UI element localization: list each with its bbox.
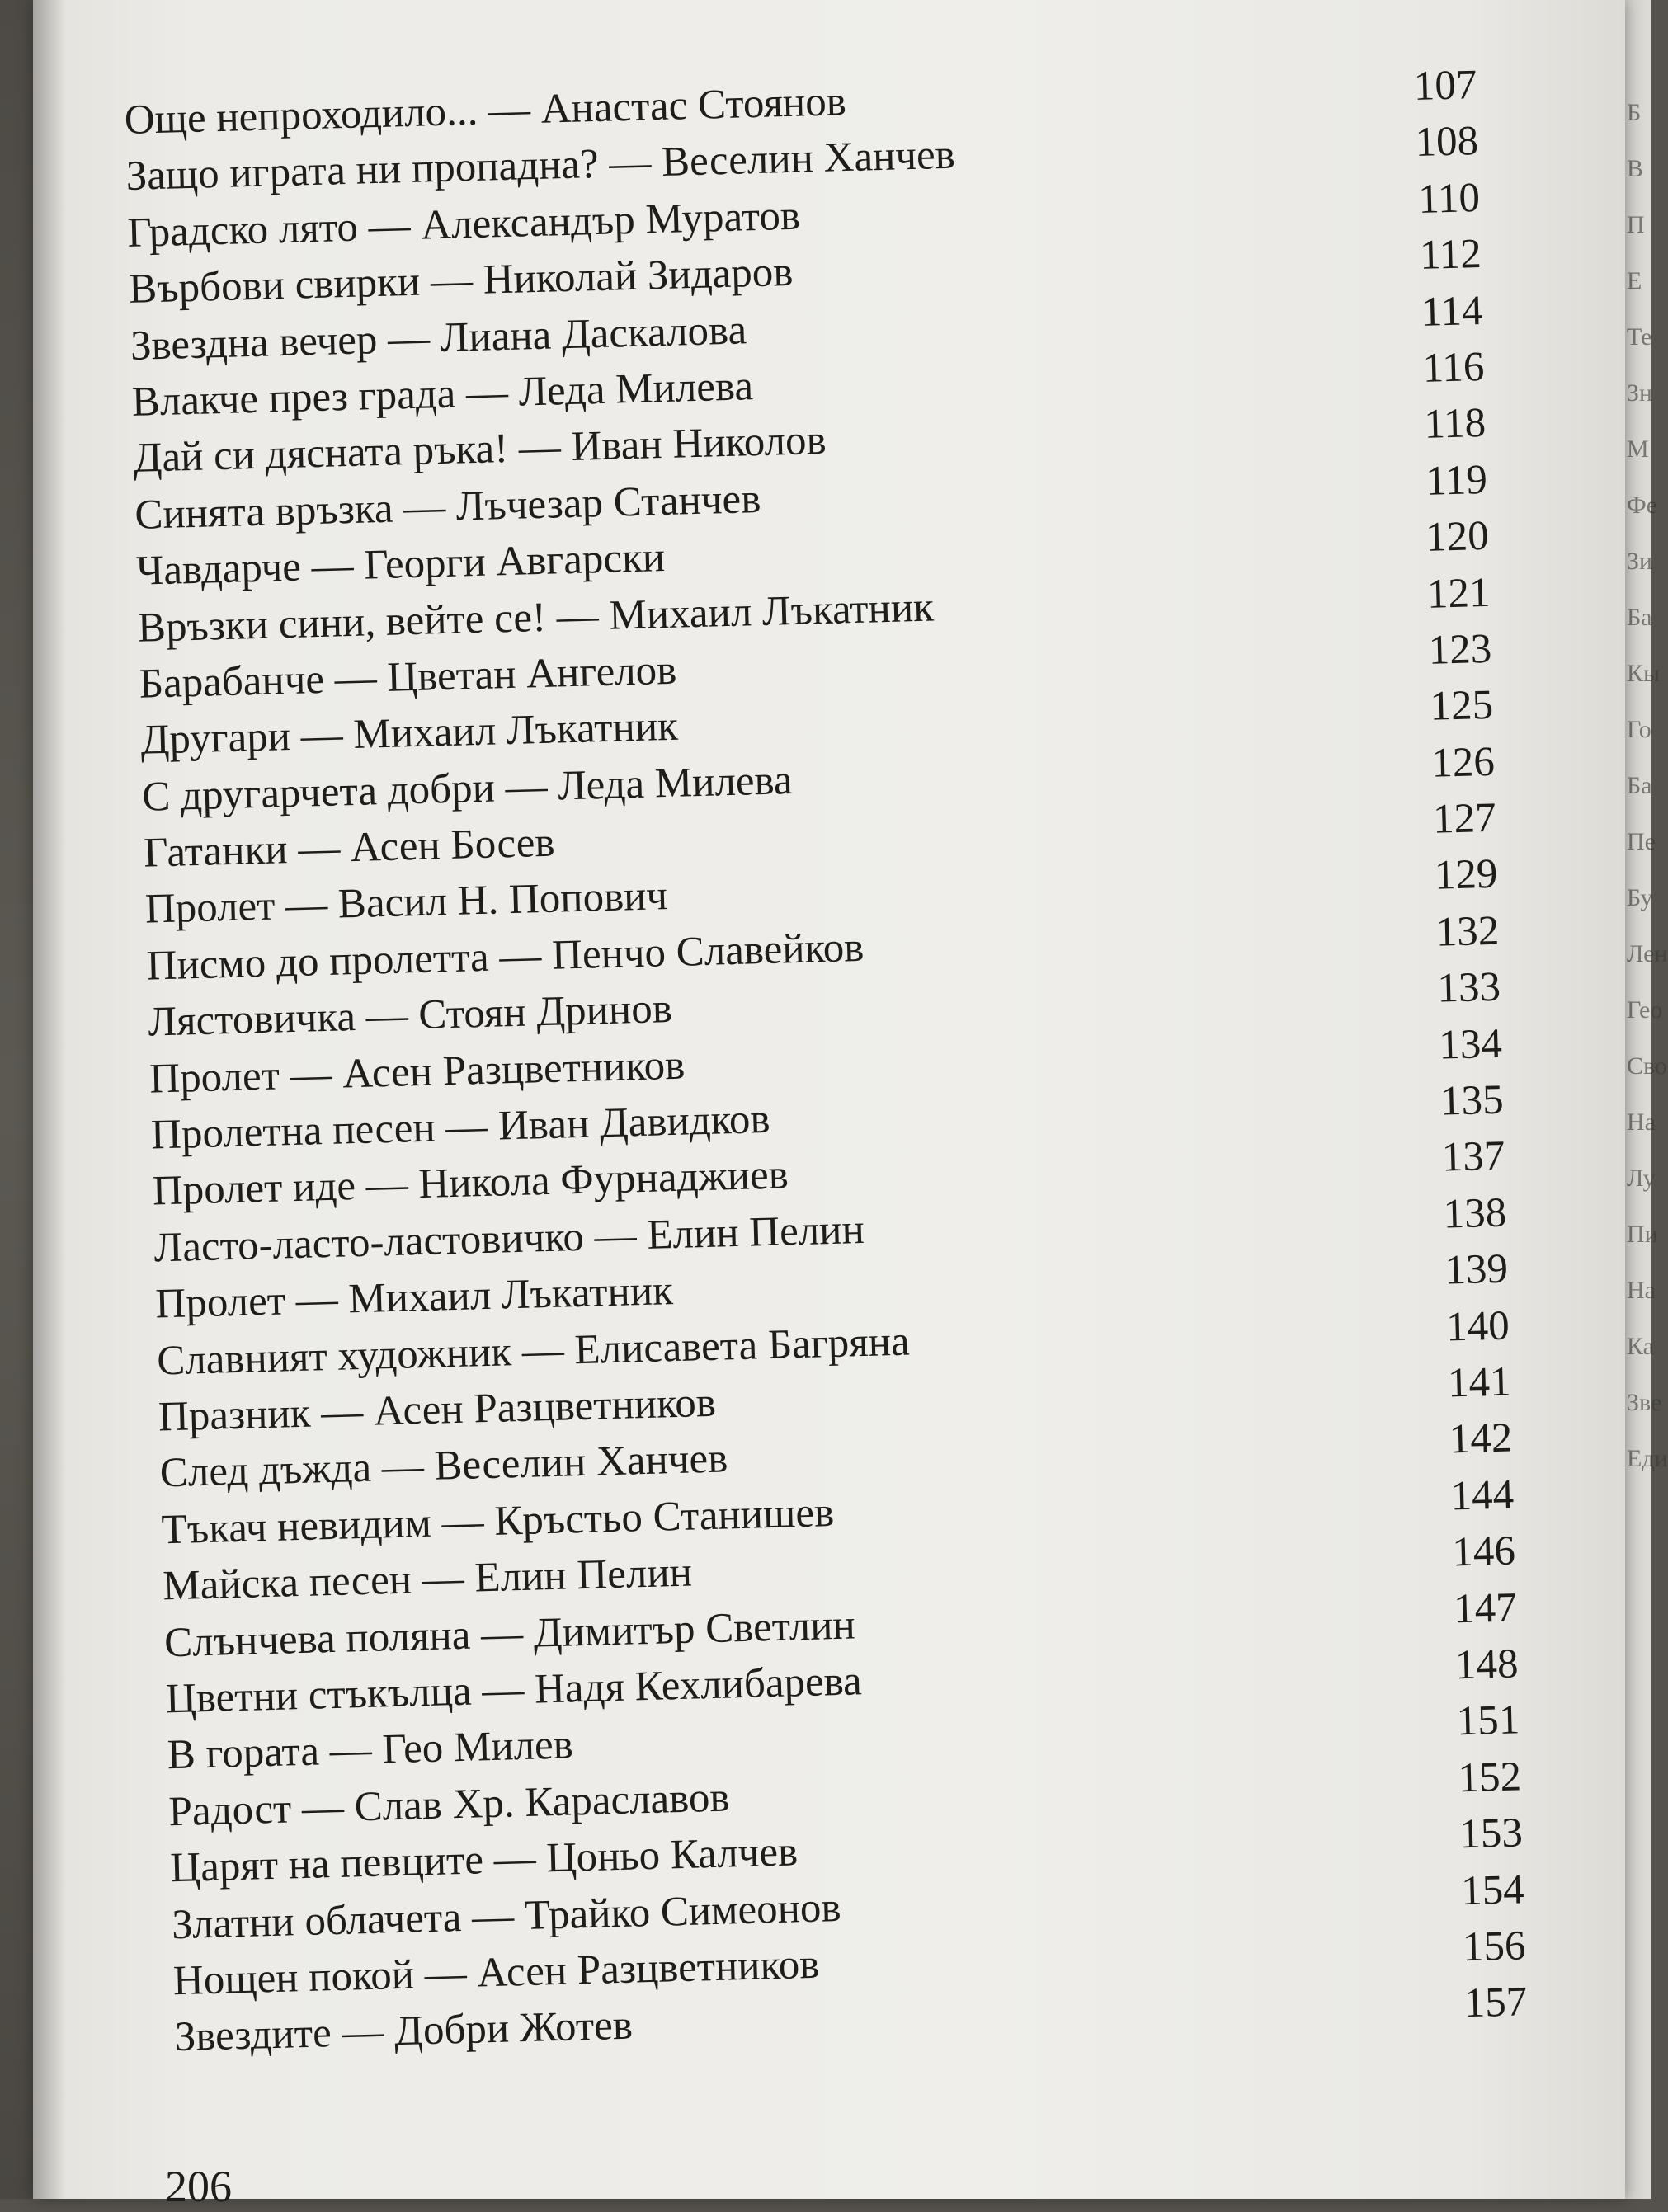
toc-entry-page: 114 xyxy=(1421,287,1484,336)
toc-entry-page: 137 xyxy=(1441,1133,1506,1182)
toc-entry-title: Връзки сини, вейте се! — Михаил Лъкатник xyxy=(137,584,935,652)
facing-page-fragment: Ба xyxy=(1627,772,1652,799)
facing-page-fragment: Еди xyxy=(1627,1445,1668,1472)
toc-entry-title: Пролет — Васил Н. Попович xyxy=(144,873,668,934)
toc-entry-page: 120 xyxy=(1425,513,1490,561)
spine-shadow xyxy=(33,0,66,2199)
toc-entry-title: В гората — Гео Милев xyxy=(167,1721,574,1779)
facing-page-fragment: Зн xyxy=(1627,379,1653,407)
toc-entry-page: 116 xyxy=(1421,343,1486,392)
toc-entry-title: Слънчева поляна — Димитър Светлин xyxy=(163,1601,856,1666)
toc-entry-page: 138 xyxy=(1442,1189,1507,1238)
facing-page-fragment: Зи xyxy=(1627,548,1653,575)
toc-entry-page: 107 xyxy=(1413,62,1478,111)
toc-entry-title: Царят на певците — Цоньо Калчев xyxy=(169,1828,799,1892)
toc-entry-title: Още непроходило... — Анастас Стоянов xyxy=(124,78,847,144)
toc-entry-page: 129 xyxy=(1434,851,1499,900)
facing-page-fragment: Лен xyxy=(1627,940,1668,967)
facing-page-fragment: В xyxy=(1627,155,1644,182)
toc-entry-page: 125 xyxy=(1429,682,1494,731)
toc-entry-title: Славният художник — Елисавета Багряна xyxy=(156,1318,911,1385)
table-of-contents xyxy=(124,57,1528,2066)
toc-entry-page: 132 xyxy=(1435,907,1500,956)
facing-page-fragment: Бу xyxy=(1627,884,1653,911)
toc-entry-page: 153 xyxy=(1458,1810,1524,1858)
toc-entry-title: Барабанче — Цветан Ангелов xyxy=(139,647,677,708)
toc-entry-title: Радост — Слав Хр. Караславов xyxy=(167,1774,731,1835)
toc-entry-page: 112 xyxy=(1419,231,1482,280)
toc-entry-page: 140 xyxy=(1445,1302,1510,1351)
facing-page-fragment: П xyxy=(1627,211,1645,238)
toc-entry-title: Звездна вечер — Лиана Даскалова xyxy=(130,306,747,369)
toc-entry-page: 144 xyxy=(1449,1471,1515,1520)
facing-page-fragment: На xyxy=(1627,1108,1656,1136)
toc-entry-title: Звездите — Добри Жотев xyxy=(174,2002,634,2061)
toc-entry-page: 141 xyxy=(1447,1358,1512,1407)
toc-entry-title: Градско лято — Александър Муратов xyxy=(126,192,801,256)
facing-page-fragment: Пе xyxy=(1627,828,1656,855)
toc-entry-title: Дай си дясната ръка! — Иван Николов xyxy=(132,417,827,482)
toc-entry-title: Цветни стъкълца — Надя Кехлибарева xyxy=(165,1658,863,1723)
toc-entry-page: 157 xyxy=(1463,1979,1528,2027)
facing-page-fragment: Б xyxy=(1627,99,1642,126)
toc-entry-title: Пролет — Михаил Лъкатник xyxy=(154,1268,674,1328)
toc-entry-page: 154 xyxy=(1460,1866,1525,1914)
toc-entry-page: 152 xyxy=(1457,1753,1522,1802)
facing-page-fragment: Го xyxy=(1627,716,1652,743)
facing-page-fragment: Лу xyxy=(1627,1165,1656,1192)
page-number: 206 xyxy=(165,2162,232,2211)
toc-entry-title: Майска песен — Елин Пелин xyxy=(162,1549,693,1610)
toc-entry-title: След дъжда — Веселин Ханчев xyxy=(159,1435,728,1497)
toc-entry-title: Влакче през града — Леда Милева xyxy=(131,363,754,426)
toc-entry-page: 127 xyxy=(1432,794,1497,843)
facing-page-fragment: Фе xyxy=(1627,492,1658,519)
toc-entry-page: 123 xyxy=(1428,625,1492,674)
toc-entry-page: 108 xyxy=(1414,118,1479,167)
toc-entry-page: 139 xyxy=(1444,1245,1509,1294)
toc-entry-page: 126 xyxy=(1430,738,1496,787)
toc-entry-page: 133 xyxy=(1436,963,1501,1012)
toc-entry-page: 121 xyxy=(1426,569,1491,618)
facing-page-fragment: Сво xyxy=(1627,1052,1667,1080)
toc-entry-title: Защо играта ни пропадна? — Веселин Ханчев xyxy=(125,132,956,200)
toc-entry-title: Тъкач невидим — Кръстьо Станишев xyxy=(160,1489,835,1554)
toc-entry-title: Другари — Михаил Лъкатник xyxy=(139,703,679,765)
toc-entry-page: 134 xyxy=(1438,1020,1503,1069)
toc-entry-page: 118 xyxy=(1423,400,1487,449)
toc-entry-page: 146 xyxy=(1451,1527,1516,1576)
facing-page-fragment: На xyxy=(1627,1277,1656,1304)
toc-entry-title: Лястовичка — Стоян Дринов xyxy=(147,986,673,1046)
toc-entry-title: Писмо до пролетта — Пенчо Славейков xyxy=(146,924,865,990)
toc-entry-title: С другарчета добри — Леда Милева xyxy=(141,756,794,821)
facing-page-fragment: Е xyxy=(1627,267,1642,294)
facing-page-fragment: Гео xyxy=(1627,996,1663,1024)
toc-entry-title: Пролет — Асен Разцветников xyxy=(148,1042,686,1103)
toc-entry-page: 148 xyxy=(1454,1640,1520,1689)
toc-entry-page: 151 xyxy=(1456,1697,1520,1745)
toc-entry-page: 110 xyxy=(1417,174,1481,223)
toc-entry-page: 147 xyxy=(1453,1584,1518,1632)
toc-entry-title: Върбови свирки — Николай Зидаров xyxy=(128,249,794,313)
toc-entry-page: 142 xyxy=(1449,1414,1514,1463)
toc-entry-page: 156 xyxy=(1462,1923,1527,1971)
facing-page-text xyxy=(1627,99,1668,1501)
facing-page-fragment: Пи xyxy=(1627,1221,1658,1248)
facing-page-fragment: Кы xyxy=(1627,660,1661,687)
toc-entry-title: Гатанки — Асен Босев xyxy=(143,819,556,877)
toc-entry-title: Пролет иде — Никола Фурнаджиев xyxy=(152,1151,789,1215)
toc-entry-title: Ласто-ласто-ластовичко — Елин Пелин xyxy=(153,1206,865,1272)
toc-entry-title: Чавдарче — Георги Авгарски xyxy=(135,534,666,595)
facing-page-fragment: Зве xyxy=(1627,1389,1662,1416)
toc-entry-title: Празник — Асен Разцветников xyxy=(158,1379,717,1441)
toc-entry-title: Синята връзка — Лъчезар Станчев xyxy=(134,475,761,539)
toc-entry-page: 135 xyxy=(1439,1076,1505,1125)
toc-entry-title: Златни облачета — Трайко Симеонов xyxy=(171,1884,842,1948)
facing-page-fragment: Ба xyxy=(1627,604,1652,631)
toc-entry-title: Нощен покой — Асен Разцветников xyxy=(172,1941,820,2005)
toc-entry-page: 119 xyxy=(1425,456,1488,505)
facing-page-fragment: Ка xyxy=(1627,1333,1654,1360)
toc-entry-title: Пролетна песен — Иван Давидков xyxy=(150,1095,771,1159)
facing-page-fragment: Те xyxy=(1627,323,1652,351)
facing-page-fragment: М xyxy=(1627,435,1649,463)
